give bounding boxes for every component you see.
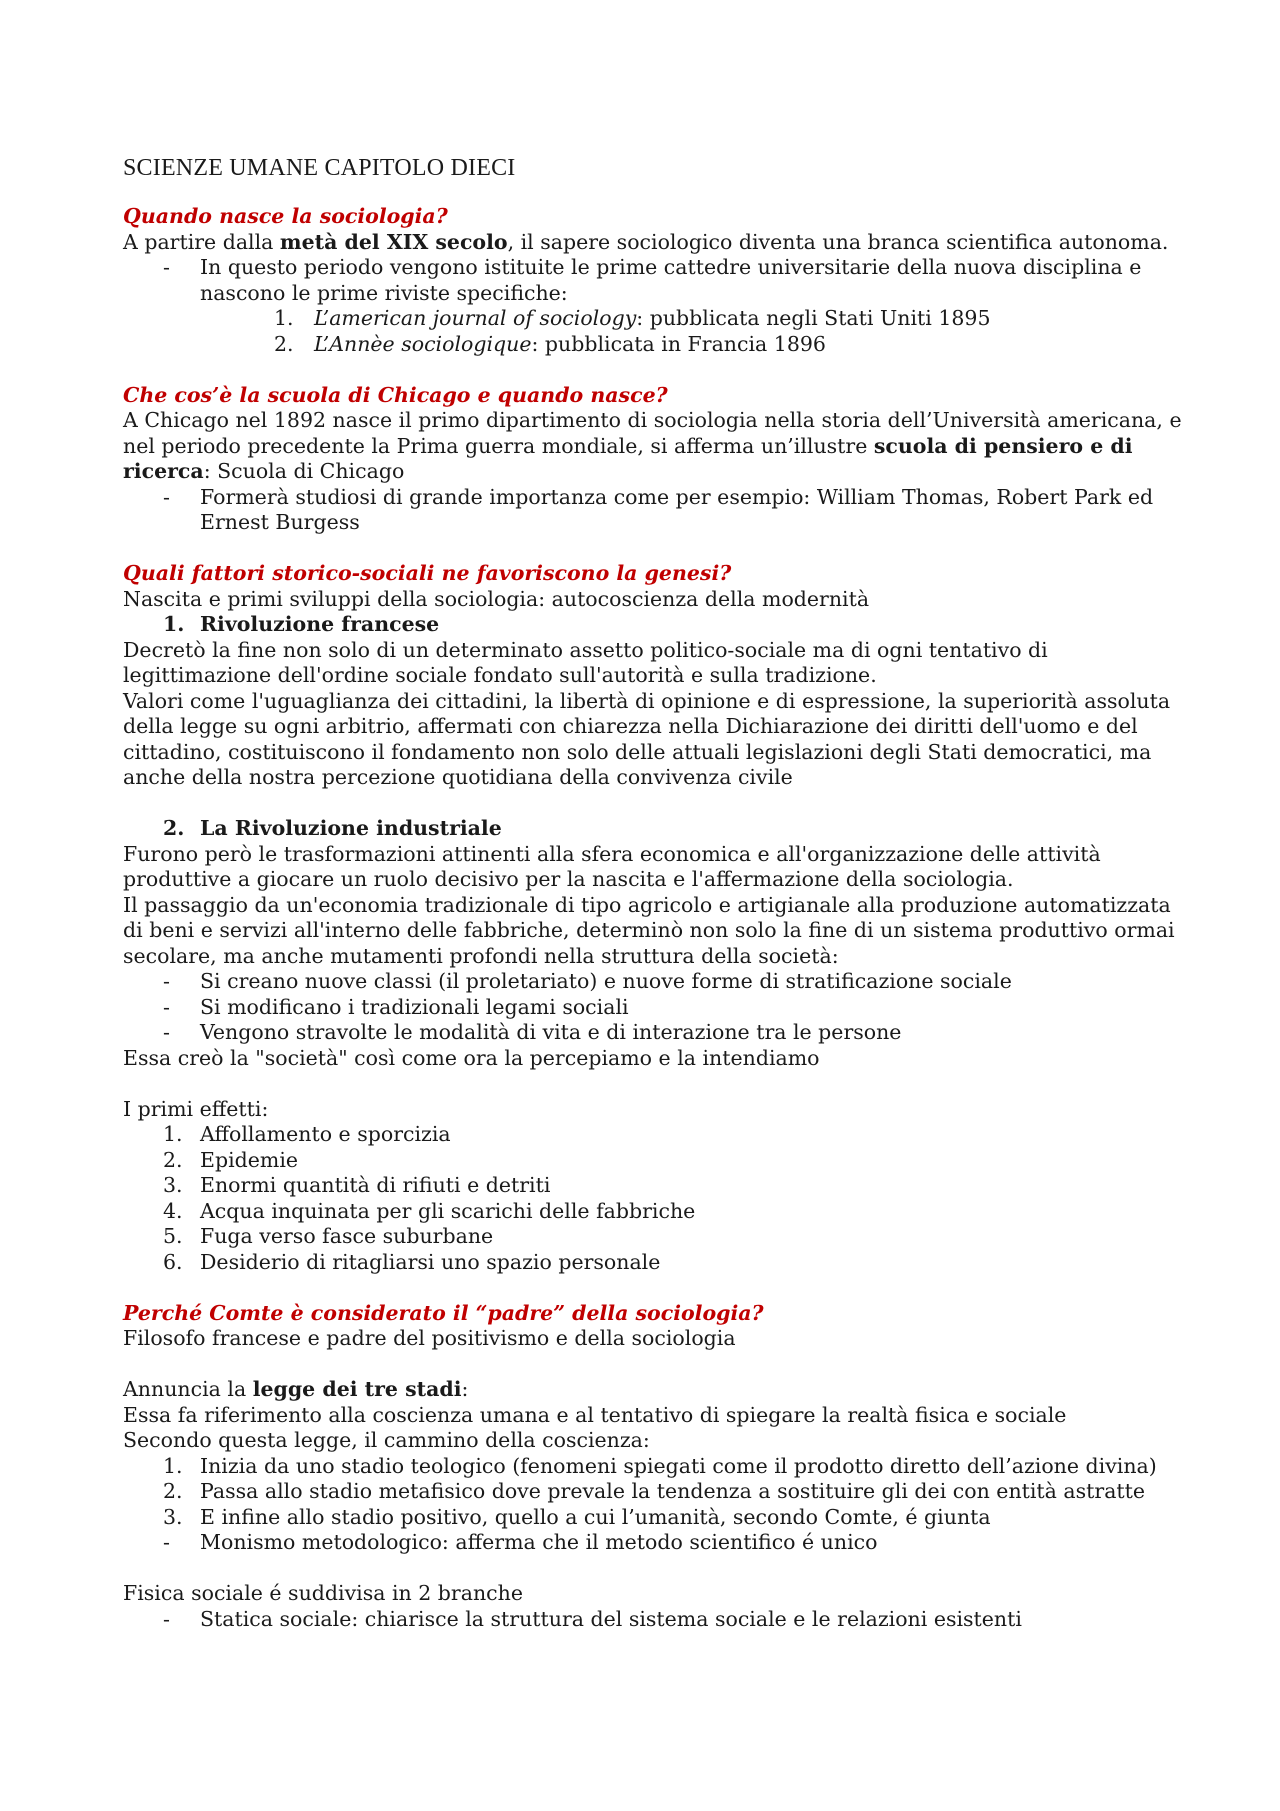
effects-list bbox=[123, 1122, 1183, 1275]
paragraph: Essa creò la "società" così come ora la percepiamo e la intendiamo bbox=[123, 1045, 820, 1070]
paragraph: Decretò la fine non solo di un determinato assetto politico-sociale ma di ogni tentativo di legittimazione dell'ordine sociale fondato sull'autorità e sulla tradizione. bbox=[123, 637, 1048, 687]
dash-list bbox=[123, 1607, 1183, 1633]
paragraph: Nascita e primi sviluppi della sociologia: autocoscienza della modernità bbox=[123, 586, 870, 611]
list-item: 2. Epidemie bbox=[163, 1147, 299, 1172]
list-item: 1. Inizia da uno stadio teologico (fenomeni spiegati come il prodotto diretto dell’azione divina) bbox=[163, 1453, 1157, 1478]
list-item: 5. Fuga verso fasce suburbane bbox=[163, 1224, 494, 1248]
list-item: - Monismo metodologico: afferma che il metodo scientifico é unico bbox=[163, 1530, 878, 1554]
dash-list bbox=[123, 255, 1183, 306]
bold-text: scuola di pensiero e di ricerca bbox=[123, 433, 1133, 483]
subheading-list bbox=[123, 612, 1183, 638]
stages-list bbox=[123, 1454, 1183, 1531]
list-item: 1. Affollamento e sporcizia bbox=[163, 1122, 451, 1146]
journal-list bbox=[123, 306, 1183, 357]
list-item: 4. Acqua inquinata per gli scarichi delle fabbriche bbox=[163, 1198, 696, 1223]
list-item: - In questo periodo vengono istituite le prime cattedre universitarie della nuova disciplina e nascono le prime riviste specifiche: bbox=[163, 255, 1142, 305]
question-heading: Quando nasce la sociologia? bbox=[123, 204, 448, 228]
question-heading: Perché Comte è considerato il “padre” della sociologia? bbox=[123, 1300, 764, 1325]
paragraph: Furono però le trasformazioni attinenti alla sfera economica e all'organizzazione delle attività produttive a giocare un ruolo decisivo per la nascita e l'affermazione della sociologia. bbox=[123, 841, 1101, 891]
list-item: 1. L’american journal of sociology: pubblicata negli Stati Uniti 1895 bbox=[274, 306, 991, 330]
list-item: 6. Desiderio di ritagliarsi uno spazio personale bbox=[163, 1249, 661, 1274]
subheading: 1. Rivoluzione francese bbox=[163, 612, 440, 636]
paragraph: Essa fa riferimento alla coscienza umana e al tentativo di spiegare la realtà fisica e sociale bbox=[123, 1402, 1067, 1427]
paragraph: A partire dalla metà del XIX secolo, il sapere sociologico diventa una branca scientifica autonoma. bbox=[123, 229, 1169, 254]
subheading: 2. La Rivoluzione industriale bbox=[163, 816, 502, 840]
paragraph: Valori come l'uguaglianza dei cittadini, la libertà di opinione e di espressione, la superiorità assoluta della legge su ogni arbitrio, affermati con chiarezza nella Dichiarazione dei diritti dell'uomo e del cittadino, costituiscono il fondamento non solo delle attuali legislazioni degli Stati democratici, ma anche della nostra percezione quotidiana della convivenza civile bbox=[123, 688, 1171, 789]
list-item: 2. L’Annèe sociologique: pubblicata in Francia 1896 bbox=[274, 331, 826, 356]
list-item: - Statica sociale: chiarisce la struttura del sistema sociale e le relazioni esistenti bbox=[163, 1606, 1022, 1631]
dash-list bbox=[123, 1530, 1183, 1556]
list-item: - Si modificano i tradizionali legami sociali bbox=[163, 994, 629, 1019]
list-item: 3. Enormi quantità di rifiuti e detriti bbox=[163, 1173, 551, 1197]
bold-text: legge dei tre stadi bbox=[252, 1377, 462, 1401]
paragraph: Annuncia la legge dei tre stadi: bbox=[123, 1377, 469, 1401]
dash-list bbox=[123, 485, 1183, 536]
list-item: - Formerà studiosi di grande importanza come per esempio: William Thomas, Robert Park ed Ernest Burgess bbox=[163, 484, 1154, 534]
list-item: - Si creano nuove classi (il proletariato) e nuove forme di stratificazione sociale bbox=[163, 969, 1012, 993]
dash-list bbox=[123, 969, 1183, 1046]
list-item: - Vengono stravolte le modalità di vita e di interazione tra le persone bbox=[163, 1020, 902, 1044]
subheading-list bbox=[123, 816, 1183, 842]
paragraph: Secondo questa legge, il cammino della coscienza: bbox=[123, 1428, 650, 1452]
paragraph: Filosofo francese e padre del positivismo e della sociologia bbox=[123, 1326, 736, 1350]
paragraph: A Chicago nel 1892 nasce il primo dipartimento di sociologia nella storia dell’Università americana, e nel periodo precedente la Prima guerra mondiale, si afferma un’illustre scuola di pensiero e di ricerca: Scuola di Chicago bbox=[123, 408, 1182, 483]
question-heading: Che cos’è la scuola di Chicago e quando nasce? bbox=[123, 382, 668, 407]
paragraph: I primi effetti: bbox=[123, 1096, 269, 1121]
list-item: 3. E infine allo stadio positivo, quello a cui l’umanità, secondo Comte, é giunta bbox=[163, 1504, 991, 1529]
paragraph: Il passaggio da un'economia tradizionale di tipo agricolo e artigianale alla produzione automatizzata di beni e servizi all'interno delle fabbriche, determinò non solo la fine di un sistema produttivo ormai secolare, ma anche mutamenti profondi nella struttura della società: bbox=[123, 892, 1175, 968]
paragraph: Fisica sociale é suddivisa in 2 branche bbox=[123, 1581, 523, 1605]
question-heading: Quali fattori storico-sociali ne favoriscono la genesi? bbox=[123, 561, 732, 585]
bold-text: metà del XIX secolo bbox=[279, 229, 508, 254]
list-item: 2. Passa allo stadio metafisico dove prevale la tendenza a sostituire gli dei con entità astratte bbox=[163, 1479, 1146, 1503]
document-page bbox=[123, 152, 1183, 1632]
document-title: SCIENZE UMANE CAPITOLO DIECI bbox=[123, 155, 516, 181]
